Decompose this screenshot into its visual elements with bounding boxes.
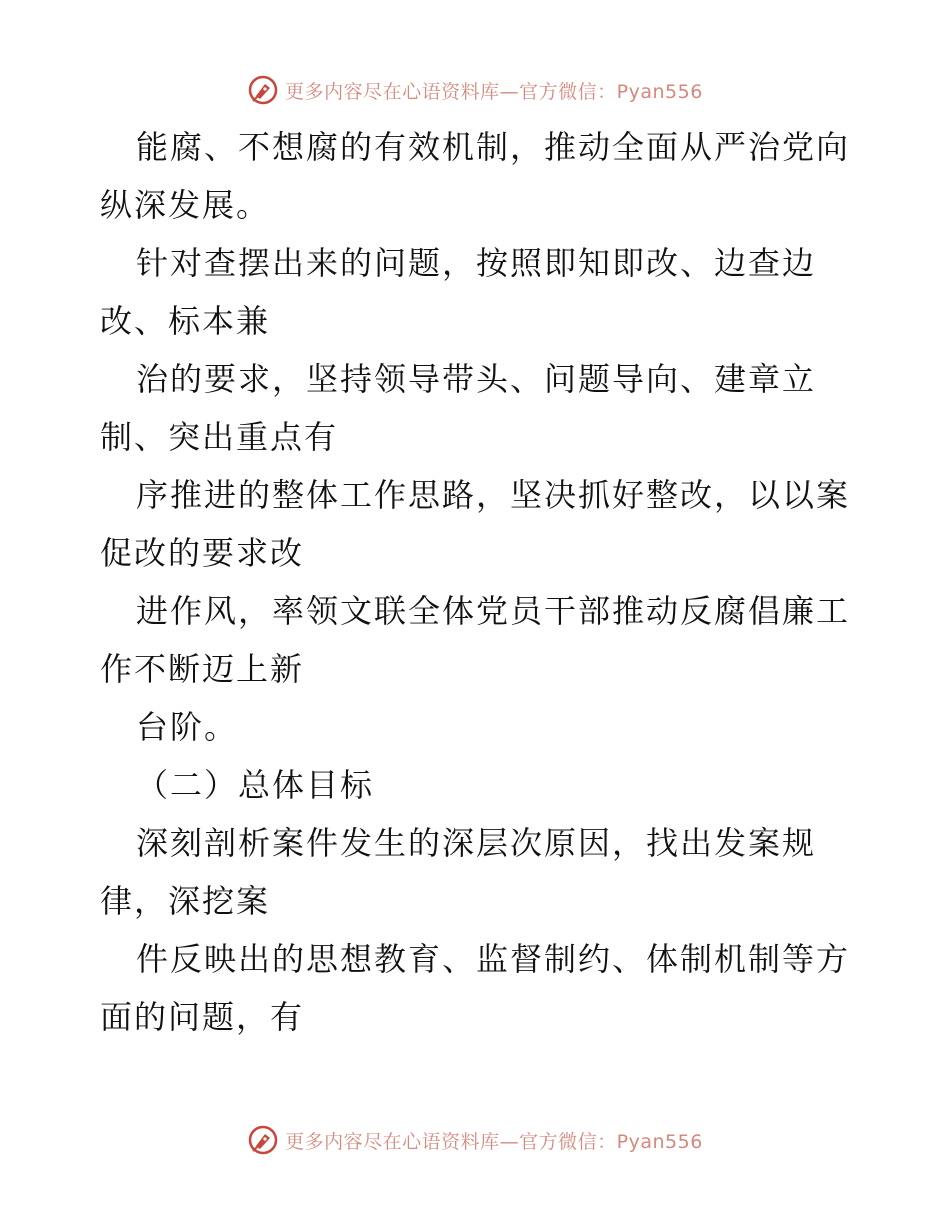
body-line: 进作风，率领文联全体党员干部推动反腐倡廉工: [136, 592, 851, 630]
body-line: 台阶。: [136, 708, 239, 746]
body-line: 针对查摆出来的问题，按照即知即改、边查边: [136, 244, 817, 282]
body-line: 面的问题，有: [100, 998, 305, 1036]
body-line: 件反映出的思想教育、监督制约、体制机制等方: [136, 940, 851, 978]
footer-banner-text: 更多内容尽在心语资料库—官方微信：Pyan556: [285, 1130, 703, 1153]
body-line: 能腐、不想腐的有效机制，推动全面从严治党向: [136, 128, 851, 166]
header-banner-text: 更多内容尽在心语资料库—官方微信：Pyan556: [285, 80, 703, 103]
body-line: 深刻剖析案件发生的深层次原因，找出发案规: [136, 824, 817, 862]
header-banner: [0, 70, 950, 110]
body-line: 改、标本兼: [100, 302, 271, 340]
body-line: 纵深发展。: [100, 186, 271, 224]
pen-nib-icon: [247, 1124, 279, 1156]
document-body: [100, 118, 860, 1046]
body-line: 序推进的整体工作思路，坚决抓好整改，以以案: [136, 476, 851, 514]
section-heading: （二）总体目标: [136, 766, 375, 804]
body-line: 律，深挖案: [100, 882, 271, 920]
body-line: 促改的要求改: [100, 534, 305, 572]
pen-nib-icon: [247, 74, 279, 106]
body-line: 作不断迈上新: [100, 650, 305, 688]
footer-banner: [0, 1120, 950, 1160]
body-line: 治的要求，坚持领导带头、问题导向、建章立: [136, 360, 817, 398]
body-line: 制、突出重点有: [100, 418, 339, 456]
